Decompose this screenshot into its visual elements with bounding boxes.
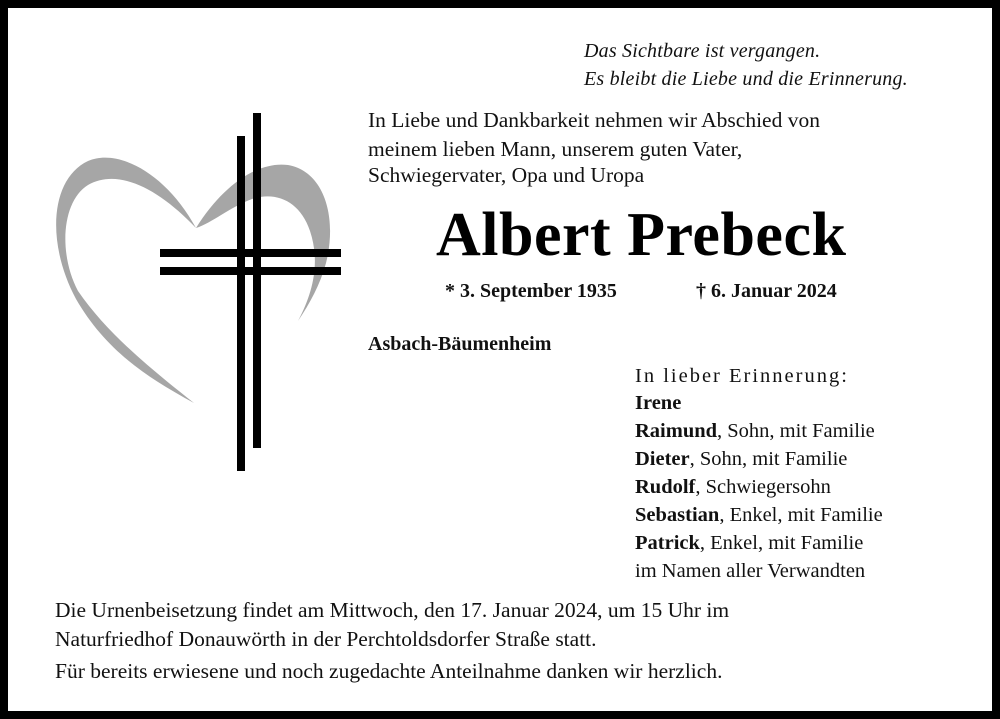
mourners-heading: In lieber Erinnerung: [635,365,849,387]
intro-line-3: Schwiegervater, Opa und Uropa [368,163,645,187]
mourner-name: Raimund [635,420,718,442]
mourner-relation: , Schwiegersohn [695,476,831,498]
intro-line-2: meinem lieben Mann, unserem guten Vater, [368,137,743,161]
mourner-name: Sebastian [635,504,720,526]
mourner-relation: , Sohn, mit Familie [689,448,848,470]
cross-horizontal-bar-top [160,249,341,257]
mourner-entry [635,504,883,527]
mourner-name: Irene [635,392,682,414]
intro-line-1: In Liebe und Dankbarkeit nehmen wir Abschied von [368,108,820,132]
deceased-name: Albert Prebeck [436,201,847,269]
mourners-closing: im Namen aller Verwandten [635,560,866,582]
cross-horizontal-bar-bottom [160,267,341,275]
mourner-entry [635,392,681,415]
mourner-entry [635,448,847,471]
service-line-1: Die Urnenbeisetzung findet am Mittwoch, den 17. Januar 2024, um 15 Uhr im [55,598,730,622]
mourner-entry [635,420,875,443]
mourner-name: Dieter [635,448,690,470]
quote-line-1: Das Sichtbare ist vergangen. [584,40,821,62]
hometown: Asbach-Bäumenheim [368,333,552,355]
mourner-relation: , Enkel, mit Familie [719,504,883,526]
cross-vertical-bar-left [237,136,245,471]
mourner-name: Rudolf [635,476,696,498]
heart-outline [56,158,196,403]
mourner-entry [635,476,831,499]
cross-with-heart-icon [48,103,348,478]
mourner-relation: , Enkel, mit Familie [699,532,864,554]
birth-date: * 3. September 1935 [445,280,617,302]
cross-vertical-bar-right [253,113,261,448]
mourner-entry [635,532,863,555]
mourner-relation: , Sohn, mit Familie [717,420,875,442]
service-line-2: Naturfriedhof Donauwörth in der Perchtoldsdorfer Straße statt. [55,627,597,651]
death-date: † 6. Januar 2024 [696,280,837,302]
thanks-line: Für bereits erwiesene und noch zugedachte Anteilnahme danken wir herzlich. [55,659,723,683]
quote-line-2: Es bleibt die Liebe und die Erinnerung. [584,68,908,90]
mourner-name: Patrick [635,532,700,554]
heart-outline-right [196,165,330,321]
